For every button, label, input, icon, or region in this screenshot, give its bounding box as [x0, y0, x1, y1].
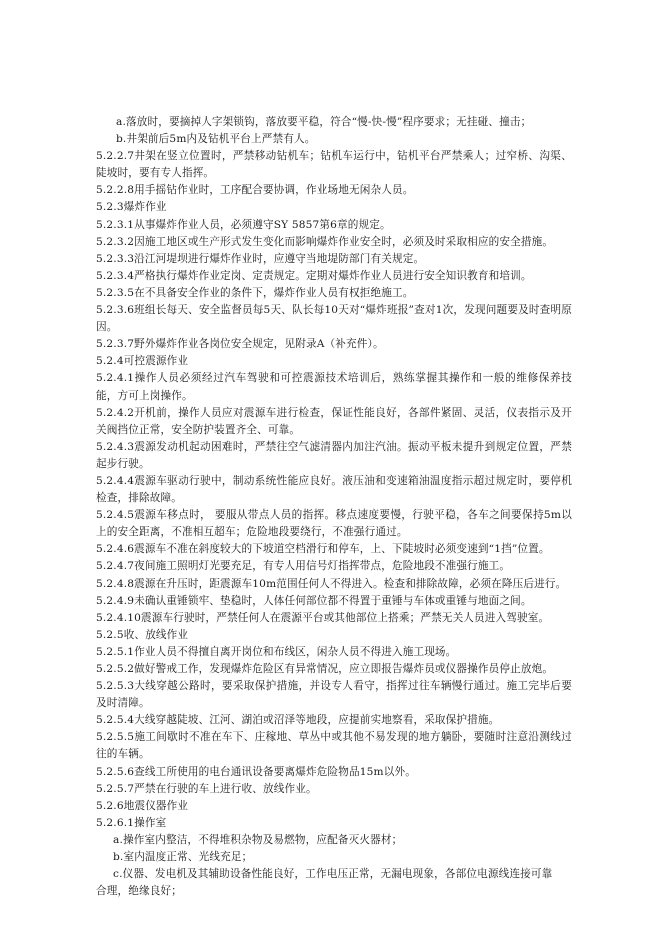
- clause-paragraph: 5.2.5.7严禁在行驶的车上进行收、放线作业。: [96, 782, 317, 795]
- clause-paragraph: 5.2.6.1操作室: [96, 816, 167, 829]
- clause-paragraph: 5.2.4.3震源发动机起动困难时，严禁往空气滤清器内加注汽油。振动平板未提升到规定位置，严禁起步行驶。: [96, 440, 572, 470]
- clause-paragraph: 5.2.3.7野外爆炸作业各岗位安全规定，见附录A（补充件）。: [96, 338, 384, 351]
- clause-paragraph: 5.2.4.2开机前，操作人员应对震源车进行检查，保证性能良好，各部件紧固、灵活，仪表指示及开关阀挡位正常，安全防护装置齐全、可靠。: [96, 406, 572, 436]
- clause-paragraph: 5.2.5.2做好警戒工作，发现爆炸危险区有异常情况，应立即报告爆炸员或仪器操作员停止放炮。: [96, 663, 554, 675]
- list-item: b.井架前后5m内及钻机平台上严禁有人。: [116, 133, 316, 146]
- clause-paragraph: 5.2.3.4严格执行爆炸作业定岗、定责规定。定期对爆炸作业人员进行安全知识教育和培训。: [96, 269, 532, 282]
- clause-paragraph: 5.2.4.7夜间施工照明灯光要充足，有专人用信号灯指挥带点，危险地段不准强行施工。: [96, 560, 511, 573]
- list-item: c.仪器、发电机及其辅助设备性能良好，工作电压正常，无漏电现象，各部位电源线连接可靠: [113, 868, 553, 881]
- clause-paragraph: 5.2.3.1从事爆炸作业人员，必须遵守SY 5857第6章的规定。: [96, 218, 391, 231]
- section-heading: 5.2.4可控震源作业: [96, 355, 189, 368]
- clause-paragraph: 5.2.4.4震源车驱动行驶中，制动系统性能应良好。液压油和变速箱油温度指示超过规定时，要停机检查，排除故障。: [96, 474, 572, 505]
- clause-paragraph: 5.2.5.5施工间歇时不准在车下、庄稼地、草丛中或其他不易发现的地方躺卧，要随时注意沿测线过往的车辆。: [96, 731, 572, 761]
- clause-paragraph: 5.2.3.3沿江河堤坝进行爆炸作业时，应遵守当地堤防部门有关规定。: [96, 252, 425, 265]
- clause-paragraph: 5.2.4.1操作人员必须经过汽车驾驶和可控震源技术培训后，熟练掌握其操作和一般的维修保养技能，方可上岗操作。: [96, 372, 572, 402]
- section-heading: 5.2.5收、放线作业: [96, 628, 189, 641]
- list-item: a.操作室内整洁，不得堆积杂物及易燃物，应配备灭火器材；: [113, 833, 403, 846]
- clause-paragraph: 5.2.2.8用手摇钻作业时，工序配合要协调，作业场地无闲杂人员。: [96, 184, 414, 197]
- clause-paragraph: 5.2.5.6查线工所使用的电台通讯设备要离爆炸危险物品15m以外。: [96, 765, 416, 778]
- clause-paragraph: 5.2.3.5在不具备安全作业的条件下，爆炸作业人员有权拒绝施工。: [96, 286, 414, 299]
- clause-paragraph: 5.2.3.2因施工地区或生产形式发生变化而影响爆炸作业安全时，必须及时采取相应的安全措施。: [96, 235, 554, 248]
- clause-paragraph: 5.2.4.6震源车不准在斜度较大的下坡道空档滑行和停车，上、下陡坡时必须变速到“1挡”位置。: [96, 543, 550, 556]
- clause-paragraph: 5.2.5.1作业人员不得擅自离开岗位和布线区，闲杂人员不得进入施工现场。: [96, 645, 457, 658]
- document-body: [96, 114, 572, 900]
- clause-paragraph: 5.2.3.6班组长每天、安全监督员每5天、队长每10天对“爆炸班报”查对1次，发现问题要及时查明原因。: [96, 304, 572, 334]
- clause-paragraph: 5.2.4.10震源车行驶时，严禁任何人在震源平台或其他部位上搭乘；严禁无关人员进入驾驶室。: [96, 611, 550, 624]
- clause-paragraph: 5.2.5.3大线穿越公路时，要采取保护措施，并设专人看守，指挥过往车辆慢行通过。施工完毕后要及时清障。: [96, 680, 572, 710]
- clause-paragraph: 5.2.4.9未确认重锤锁牢、垫稳时，人体任何部位都不得置于重锤与车体或重锤与地面之间。: [96, 594, 532, 607]
- list-item: a.落放时，要摘掉人字架锁钩，落放要平稳，符合“慢-快-慢”程序要求；无挂碰、撞击；: [116, 116, 532, 128]
- section-heading: 5.2.3爆炸作业: [96, 201, 167, 214]
- clause-paragraph: 5.2.2.7井架在竖立位置时，严禁移动钻机车；钻机车运行中，钻机平台严禁乘人；过窄桥、沟渠、陡坡时，要有专人指挥。: [96, 150, 572, 180]
- clause-paragraph: 5.2.5.4大线穿越陡坡、江河、湖泊或沼泽等地段，应提前实地察看，采取保护措施。: [96, 714, 500, 727]
- list-item: b.室内温度正常、光线充足；: [113, 851, 253, 864]
- section-heading: 5.2.6地震仪器作业: [96, 799, 189, 812]
- list-item-continuation: 合理，绝缘良好；: [96, 885, 182, 898]
- clause-paragraph: 5.2.4.8震源在升压时，距震源车10m范围任何人不得进入。检查和排除故障，必须在降压后进行。: [96, 577, 567, 590]
- clause-paragraph: 5.2.4.5震源车移点时， 要服从带点人员的指挥。移点速度要慢，行驶平稳，各车之间要保持5m以上的安全距离，不准相互超车；危险地段要绕行，不准强行通过。: [96, 509, 572, 539]
